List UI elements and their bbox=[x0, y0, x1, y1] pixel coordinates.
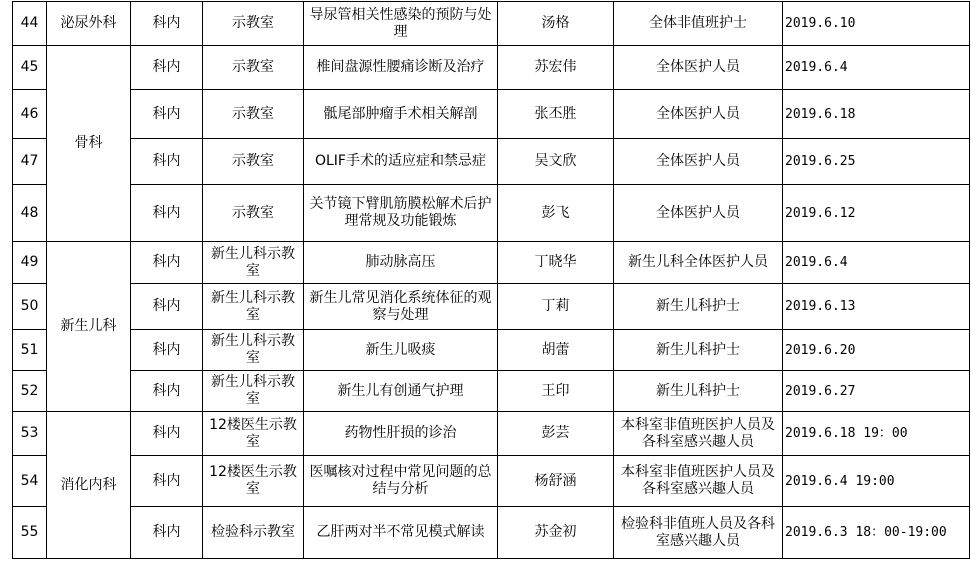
date-cell: 2019.6.3 18：00-19:00 bbox=[783, 507, 970, 559]
row-number: 46 bbox=[13, 90, 47, 139]
level-cell: 科内 bbox=[131, 139, 203, 185]
date-cell: 2019.6.13 bbox=[783, 284, 970, 330]
speaker-cell: 丁莉 bbox=[498, 284, 614, 330]
speaker-cell: 汤格 bbox=[498, 2, 614, 46]
audience-cell: 本科室非值班医护人员及各科室感兴趣人员 bbox=[614, 412, 783, 456]
table-row bbox=[13, 330, 970, 371]
speaker-cell: 吴文欣 bbox=[498, 139, 614, 185]
speaker-cell: 丁晓华 bbox=[498, 242, 614, 284]
audience-cell: 检验科非值班人员及各科室感兴趣人员 bbox=[614, 507, 783, 559]
topic-cell: 新生儿常见消化系统体征的观察与处理 bbox=[304, 284, 498, 330]
speaker-cell: 张丕胜 bbox=[498, 90, 614, 139]
department-cell: 消化内科 bbox=[47, 412, 131, 559]
audience-cell: 全体医护人员 bbox=[614, 46, 783, 90]
speaker-cell: 王印 bbox=[498, 371, 614, 412]
table-row bbox=[13, 456, 970, 507]
location-cell: 示教室 bbox=[203, 2, 304, 46]
date-cell: 2019.6.12 bbox=[783, 185, 970, 242]
date-cell: 2019.6.4 bbox=[783, 242, 970, 284]
date-cell: 2019.6.4 19:00 bbox=[783, 456, 970, 507]
topic-cell: 肺动脉高压 bbox=[304, 242, 498, 284]
date-cell: 2019.6.20 bbox=[783, 330, 970, 371]
level-cell: 科内 bbox=[131, 2, 203, 46]
date-cell: 2019.6.10 bbox=[783, 2, 970, 46]
table-row bbox=[13, 139, 970, 185]
row-number: 53 bbox=[13, 412, 47, 456]
schedule-table bbox=[12, 1, 970, 559]
table-row bbox=[13, 46, 970, 90]
date-cell: 2019.6.18 19：00 bbox=[783, 412, 970, 456]
location-cell: 12楼医生示教室 bbox=[203, 456, 304, 507]
topic-cell: 导尿管相关性感染的预防与处理 bbox=[304, 2, 498, 46]
row-number: 49 bbox=[13, 242, 47, 284]
audience-cell: 全体医护人员 bbox=[614, 139, 783, 185]
table-row bbox=[13, 185, 970, 242]
department-cell: 新生儿科 bbox=[47, 242, 131, 412]
audience-cell: 新生儿科全体医护人员 bbox=[614, 242, 783, 284]
audience-cell: 全体医护人员 bbox=[614, 90, 783, 139]
level-cell: 科内 bbox=[131, 242, 203, 284]
topic-cell: 骶尾部肿瘤手术相关解剖 bbox=[304, 90, 498, 139]
topic-cell: 医嘱核对过程中常见问题的总结与分析 bbox=[304, 456, 498, 507]
date-cell: 2019.6.25 bbox=[783, 139, 970, 185]
audience-cell: 新生儿科护士 bbox=[614, 371, 783, 412]
location-cell: 检验科示教室 bbox=[203, 507, 304, 559]
level-cell: 科内 bbox=[131, 456, 203, 507]
topic-cell: 椎间盘源性腰痛诊断及治疗 bbox=[304, 46, 498, 90]
topic-cell: 新生儿吸痰 bbox=[304, 330, 498, 371]
audience-cell: 新生儿科护士 bbox=[614, 330, 783, 371]
topic-cell: 关节镜下臂肌筋膜松解术后护理常规及功能锻炼 bbox=[304, 185, 498, 242]
audience-cell: 全体非值班护士 bbox=[614, 2, 783, 46]
row-number: 54 bbox=[13, 456, 47, 507]
location-cell: 新生儿科示教室 bbox=[203, 371, 304, 412]
row-number: 55 bbox=[13, 507, 47, 559]
level-cell: 科内 bbox=[131, 330, 203, 371]
date-cell: 2019.6.4 bbox=[783, 46, 970, 90]
table-row bbox=[13, 284, 970, 330]
row-number: 50 bbox=[13, 284, 47, 330]
location-cell: 12楼医生示教室 bbox=[203, 412, 304, 456]
row-number: 48 bbox=[13, 185, 47, 242]
location-cell: 示教室 bbox=[203, 139, 304, 185]
speaker-cell: 彭飞 bbox=[498, 185, 614, 242]
location-cell: 示教室 bbox=[203, 46, 304, 90]
table-row bbox=[13, 2, 970, 46]
audience-cell: 全体医护人员 bbox=[614, 185, 783, 242]
level-cell: 科内 bbox=[131, 185, 203, 242]
level-cell: 科内 bbox=[131, 507, 203, 559]
location-cell: 示教室 bbox=[203, 90, 304, 139]
topic-cell: 乙肝两对半不常见模式解读 bbox=[304, 507, 498, 559]
location-cell: 示教室 bbox=[203, 185, 304, 242]
table-row bbox=[13, 242, 970, 284]
department-cell: 骨科 bbox=[47, 46, 131, 242]
level-cell: 科内 bbox=[131, 412, 203, 456]
speaker-cell: 苏宏伟 bbox=[498, 46, 614, 90]
location-cell: 新生儿科示教室 bbox=[203, 284, 304, 330]
location-cell: 新生儿科示教室 bbox=[203, 330, 304, 371]
location-cell: 新生儿科示教室 bbox=[203, 242, 304, 284]
table-row bbox=[13, 90, 970, 139]
table-row bbox=[13, 412, 970, 456]
level-cell: 科内 bbox=[131, 371, 203, 412]
level-cell: 科内 bbox=[131, 284, 203, 330]
level-cell: 科内 bbox=[131, 46, 203, 90]
row-number: 47 bbox=[13, 139, 47, 185]
level-cell: 科内 bbox=[131, 90, 203, 139]
topic-cell: 药物性肝损的诊治 bbox=[304, 412, 498, 456]
audience-cell: 新生儿科护士 bbox=[614, 284, 783, 330]
speaker-cell: 胡蕾 bbox=[498, 330, 614, 371]
table-row bbox=[13, 371, 970, 412]
department-cell: 泌尿外科 bbox=[47, 2, 131, 46]
speaker-cell: 彭芸 bbox=[498, 412, 614, 456]
topic-cell: 新生儿有创通气护理 bbox=[304, 371, 498, 412]
topic-cell: OLIF手术的适应症和禁忌症 bbox=[304, 139, 498, 185]
date-cell: 2019.6.18 bbox=[783, 90, 970, 139]
audience-cell: 本科室非值班医护人员及各科室感兴趣人员 bbox=[614, 456, 783, 507]
date-cell: 2019.6.27 bbox=[783, 371, 970, 412]
row-number: 52 bbox=[13, 371, 47, 412]
speaker-cell: 苏金初 bbox=[498, 507, 614, 559]
row-number: 44 bbox=[13, 2, 47, 46]
row-number: 45 bbox=[13, 46, 47, 90]
speaker-cell: 杨舒涵 bbox=[498, 456, 614, 507]
row-number: 51 bbox=[13, 330, 47, 371]
table-row bbox=[13, 507, 970, 559]
